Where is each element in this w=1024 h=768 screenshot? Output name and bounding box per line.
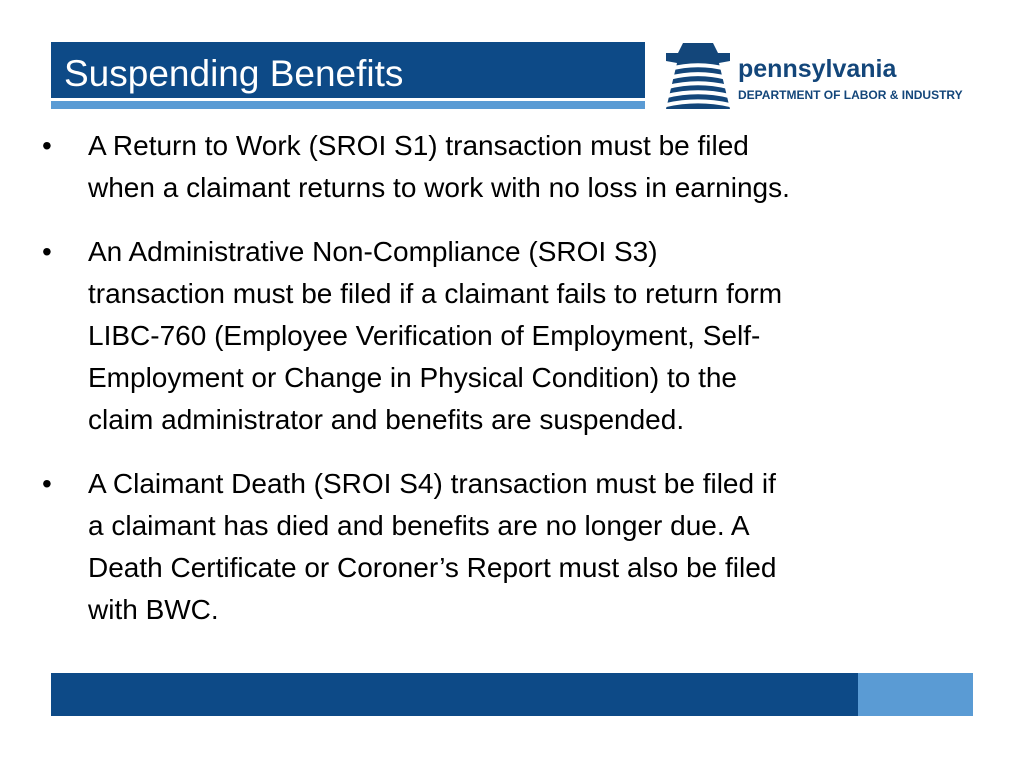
bullet-item xyxy=(0,463,1024,631)
title-underline xyxy=(51,101,645,109)
bullet-item xyxy=(0,231,1024,441)
bullet-marker: • xyxy=(42,130,52,161)
logo-name: pennsylvania xyxy=(738,55,897,83)
bullet-marker: • xyxy=(42,236,52,267)
title-bar xyxy=(51,42,645,98)
bullet-list xyxy=(0,125,1024,653)
bullet-text: An Administrative Non-Compliance (SROI S3) transaction must be filed if a claimant fails to return form LIBC-760 (Employee Verification of Employment, Self- Employment or Change in Physical Condition) to the claim administrator and benefits are suspended. xyxy=(88,236,783,435)
keystone-icon xyxy=(666,43,730,109)
pa-labor-logo xyxy=(666,43,986,113)
footer-accent xyxy=(858,673,973,716)
slide-title: Suspending Benefits xyxy=(64,53,404,94)
bullet-text: A Claimant Death (SROI S4) transaction must be filed if a claimant has died and benefits are no longer due. A Death Certificate or Coroner’s Report must also be filed with BWC. xyxy=(88,468,777,625)
bullet-item xyxy=(0,125,1024,209)
bullet-marker: • xyxy=(42,468,52,499)
logo-department: DEPARTMENT OF LABOR & INDUSTRY xyxy=(738,88,963,102)
bullet-text: A Return to Work (SROI S1) transaction must be filed when a claimant returns to work with no loss in earnings. xyxy=(88,130,790,203)
footer-bar xyxy=(51,673,858,716)
